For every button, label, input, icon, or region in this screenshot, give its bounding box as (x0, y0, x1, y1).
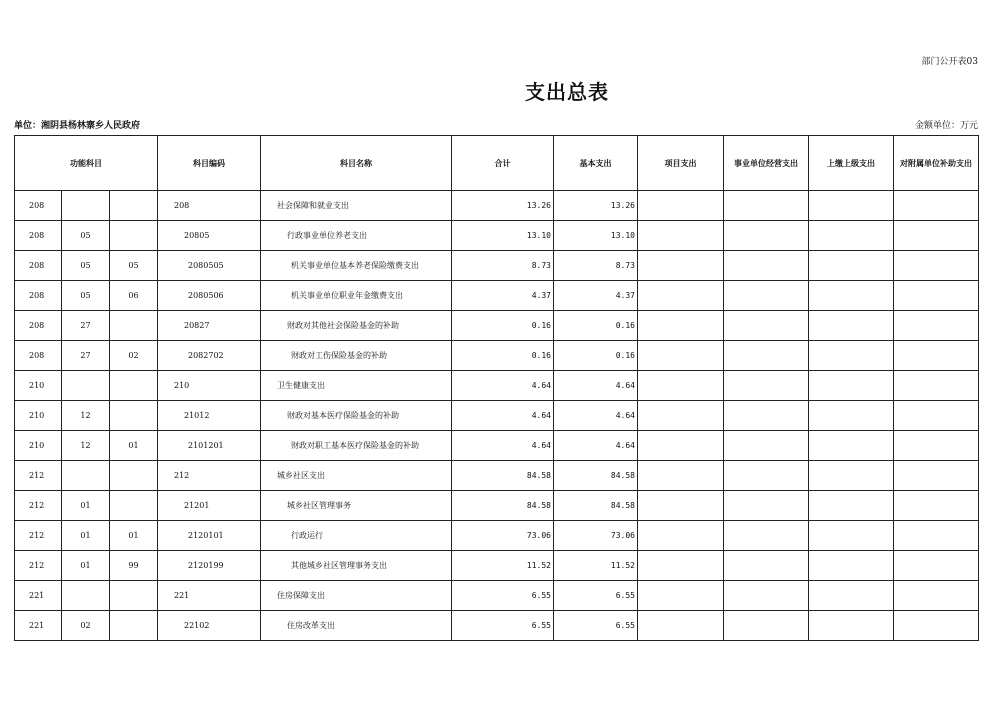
project-cell (638, 341, 724, 371)
subject-name-cell: 卫生健康支出 (261, 371, 452, 401)
project-cell (638, 431, 724, 461)
subject-code-cell: 2080506 (158, 281, 261, 311)
total-cell: 13.26 (452, 191, 554, 221)
business-cell (724, 251, 809, 281)
func-subitem-cell (110, 581, 158, 611)
header-subsidy: 对附属单位补助支出 (894, 136, 979, 191)
business-cell (724, 341, 809, 371)
project-cell (638, 371, 724, 401)
project-cell (638, 581, 724, 611)
func-item-cell: 27 (62, 311, 110, 341)
upper-cell (809, 251, 894, 281)
business-cell (724, 281, 809, 311)
func-item-cell (62, 461, 110, 491)
basic-cell: 8.73 (554, 251, 638, 281)
subject-name-cell: 财政对工伤保险基金的补助 (261, 341, 452, 371)
func-class-cell: 210 (15, 431, 62, 461)
func-subitem-cell (110, 311, 158, 341)
project-cell (638, 281, 724, 311)
subject-code-cell: 2080505 (158, 251, 261, 281)
subsidy-cell (894, 611, 979, 641)
header-project: 项目支出 (638, 136, 724, 191)
project-cell (638, 311, 724, 341)
func-item-cell: 27 (62, 341, 110, 371)
subsidy-cell (894, 521, 979, 551)
subject-code-cell: 221 (158, 581, 261, 611)
total-cell: 8.73 (452, 251, 554, 281)
basic-cell: 4.64 (554, 401, 638, 431)
subsidy-cell (894, 371, 979, 401)
func-class-cell: 221 (15, 611, 62, 641)
subsidy-cell (894, 311, 979, 341)
project-cell (638, 521, 724, 551)
upper-cell (809, 581, 894, 611)
header-subject-name: 科目名称 (261, 136, 452, 191)
basic-cell: 0.16 (554, 311, 638, 341)
upper-cell (809, 311, 894, 341)
subject-code-cell: 208 (158, 191, 261, 221)
subject-code-cell: 212 (158, 461, 261, 491)
amount-unit: 金额单位：万元 (914, 121, 978, 131)
func-class-cell: 210 (15, 371, 62, 401)
func-subitem-cell (110, 491, 158, 521)
project-cell (638, 191, 724, 221)
subject-name-cell: 财政对其他社会保险基金的补助 (261, 311, 452, 341)
basic-cell: 11.52 (554, 551, 638, 581)
subject-code-cell: 20827 (158, 311, 261, 341)
subject-name-cell: 机关事业单位基本养老保险缴费支出 (261, 251, 452, 281)
func-class-cell: 212 (15, 461, 62, 491)
func-class-cell: 208 (15, 311, 62, 341)
business-cell (724, 551, 809, 581)
subsidy-cell (894, 221, 979, 251)
business-cell (724, 401, 809, 431)
subject-name-cell: 其他城乡社区管理事务支出 (261, 551, 452, 581)
subject-code-cell: 210 (158, 371, 261, 401)
func-item-cell (62, 581, 110, 611)
subject-name-cell: 财政对基本医疗保险基金的补助 (261, 401, 452, 431)
header-business: 事业单位经营支出 (724, 136, 809, 191)
table-row (15, 401, 979, 431)
func-class-cell: 210 (15, 401, 62, 431)
table-row (15, 371, 979, 401)
basic-cell: 84.58 (554, 491, 638, 521)
basic-cell: 13.10 (554, 221, 638, 251)
func-subitem-cell: 02 (110, 341, 158, 371)
func-item-cell: 05 (62, 251, 110, 281)
total-cell: 0.16 (452, 341, 554, 371)
table-row (15, 281, 979, 311)
subsidy-cell (894, 581, 979, 611)
upper-cell (809, 551, 894, 581)
upper-cell (809, 521, 894, 551)
subsidy-cell (894, 551, 979, 581)
total-cell: 4.64 (452, 401, 554, 431)
business-cell (724, 611, 809, 641)
upper-cell (809, 341, 894, 371)
business-cell (724, 431, 809, 461)
business-cell (724, 461, 809, 491)
subject-name-cell: 住房保障支出 (261, 581, 452, 611)
table-row (15, 461, 979, 491)
func-item-cell: 12 (62, 431, 110, 461)
subject-name-cell: 机关事业单位职业年金缴费支出 (261, 281, 452, 311)
form-code: 部门公开表03 (921, 57, 978, 67)
upper-cell (809, 401, 894, 431)
subject-code-cell: 2082702 (158, 341, 261, 371)
basic-cell: 4.64 (554, 371, 638, 401)
header-basic: 基本支出 (554, 136, 638, 191)
func-item-cell: 05 (62, 221, 110, 251)
func-class-cell: 212 (15, 521, 62, 551)
subsidy-cell (894, 431, 979, 461)
func-subitem-cell: 06 (110, 281, 158, 311)
header-upper: 上缴上级支出 (809, 136, 894, 191)
func-item-cell: 01 (62, 521, 110, 551)
subsidy-cell (894, 341, 979, 371)
total-cell: 84.58 (452, 461, 554, 491)
total-cell: 4.64 (452, 431, 554, 461)
table-row (15, 491, 979, 521)
page-title: 支出总表 (525, 80, 609, 104)
subject-name-cell: 城乡社区管理事务 (261, 491, 452, 521)
func-class-cell: 208 (15, 341, 62, 371)
table-row (15, 191, 979, 221)
func-item-cell: 02 (62, 611, 110, 641)
func-class-cell: 212 (15, 551, 62, 581)
upper-cell (809, 371, 894, 401)
func-subitem-cell: 05 (110, 251, 158, 281)
subject-name-cell: 城乡社区支出 (261, 461, 452, 491)
func-item-cell: 05 (62, 281, 110, 311)
total-cell: 84.58 (452, 491, 554, 521)
total-cell: 13.10 (452, 221, 554, 251)
project-cell (638, 221, 724, 251)
func-class-cell: 208 (15, 281, 62, 311)
func-class-cell: 208 (15, 251, 62, 281)
business-cell (724, 581, 809, 611)
subject-code-cell: 2101201 (158, 431, 261, 461)
table-row (15, 311, 979, 341)
func-item-cell (62, 191, 110, 221)
total-cell: 6.55 (452, 581, 554, 611)
subject-code-cell: 22102 (158, 611, 261, 641)
basic-cell: 4.64 (554, 431, 638, 461)
total-cell: 4.64 (452, 371, 554, 401)
func-class-cell: 208 (15, 191, 62, 221)
subject-name-cell: 行政运行 (261, 521, 452, 551)
func-item-cell (62, 371, 110, 401)
func-subitem-cell (110, 461, 158, 491)
func-subitem-cell (110, 611, 158, 641)
project-cell (638, 401, 724, 431)
upper-cell (809, 281, 894, 311)
business-cell (724, 221, 809, 251)
func-subitem-cell (110, 371, 158, 401)
func-subitem-cell: 01 (110, 521, 158, 551)
basic-cell: 6.55 (554, 611, 638, 641)
project-cell (638, 491, 724, 521)
business-cell (724, 311, 809, 341)
table-row (15, 611, 979, 641)
upper-cell (809, 611, 894, 641)
subject-name-cell: 财政对职工基本医疗保险基金的补助 (261, 431, 452, 461)
basic-cell: 84.58 (554, 461, 638, 491)
func-item-cell: 12 (62, 401, 110, 431)
table-row (15, 221, 979, 251)
func-subitem-cell: 01 (110, 431, 158, 461)
upper-cell (809, 431, 894, 461)
total-cell: 4.37 (452, 281, 554, 311)
project-cell (638, 611, 724, 641)
total-cell: 0.16 (452, 311, 554, 341)
subsidy-cell (894, 281, 979, 311)
project-cell (638, 251, 724, 281)
table-row (15, 251, 979, 281)
func-class-cell: 208 (15, 221, 62, 251)
upper-cell (809, 491, 894, 521)
subject-name-cell: 住房改革支出 (261, 611, 452, 641)
table-row (15, 551, 979, 581)
header-func-subject: 功能科目 (15, 136, 158, 191)
table-row (15, 521, 979, 551)
func-subitem-cell: 99 (110, 551, 158, 581)
subsidy-cell (894, 401, 979, 431)
subject-name-cell: 社会保障和就业支出 (261, 191, 452, 221)
basic-cell: 6.55 (554, 581, 638, 611)
unit-label: 单位：湘阴县杨林寨乡人民政府 (14, 121, 141, 131)
basic-cell: 0.16 (554, 341, 638, 371)
basic-cell: 73.06 (554, 521, 638, 551)
func-subitem-cell (110, 191, 158, 221)
subject-code-cell: 20805 (158, 221, 261, 251)
func-class-cell: 212 (15, 491, 62, 521)
subject-code-cell: 2120101 (158, 521, 261, 551)
subsidy-cell (894, 461, 979, 491)
subsidy-cell (894, 491, 979, 521)
subject-code-cell: 2120199 (158, 551, 261, 581)
table-row (15, 581, 979, 611)
subject-code-cell: 21012 (158, 401, 261, 431)
header-total: 合计 (452, 136, 554, 191)
business-cell (724, 491, 809, 521)
header-subject-code: 科目编码 (158, 136, 261, 191)
project-cell (638, 551, 724, 581)
table-row (15, 341, 979, 371)
subject-code-cell: 21201 (158, 491, 261, 521)
upper-cell (809, 221, 894, 251)
basic-cell: 4.37 (554, 281, 638, 311)
subsidy-cell (894, 191, 979, 221)
upper-cell (809, 191, 894, 221)
table-row (15, 431, 979, 461)
subsidy-cell (894, 251, 979, 281)
upper-cell (809, 461, 894, 491)
total-cell: 73.06 (452, 521, 554, 551)
subject-name-cell: 行政事业单位养老支出 (261, 221, 452, 251)
expenditure-table (14, 135, 979, 641)
func-item-cell: 01 (62, 491, 110, 521)
business-cell (724, 521, 809, 551)
business-cell (724, 191, 809, 221)
func-subitem-cell (110, 401, 158, 431)
func-item-cell: 01 (62, 551, 110, 581)
total-cell: 6.55 (452, 611, 554, 641)
basic-cell: 13.26 (554, 191, 638, 221)
func-class-cell: 221 (15, 581, 62, 611)
project-cell (638, 461, 724, 491)
business-cell (724, 371, 809, 401)
total-cell: 11.52 (452, 551, 554, 581)
func-subitem-cell (110, 221, 158, 251)
